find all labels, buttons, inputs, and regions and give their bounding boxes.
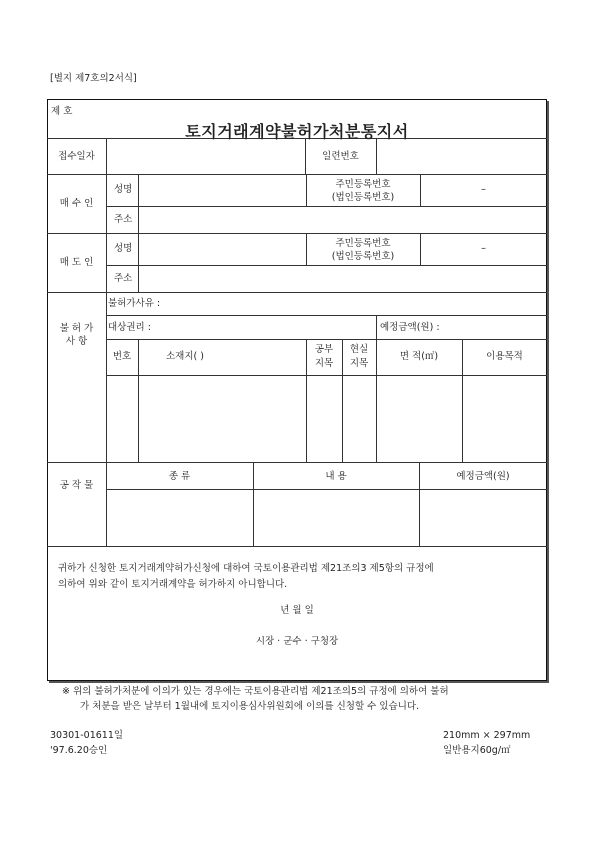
- issuing-authority: 시장 · 군수 · 구청장: [255, 636, 339, 647]
- divider: [376, 315, 377, 339]
- col-structure-type: 종 류: [168, 471, 191, 482]
- col-actual-category-line2: 지목: [349, 358, 369, 369]
- seller-name-field[interactable]: [140, 235, 304, 263]
- denial-label-line2: 사 항: [65, 336, 88, 347]
- divider: [106, 265, 547, 266]
- notice-line-2: 의하여 위와 같이 토지거래계약을 허가하지 아니합니다.: [58, 579, 288, 590]
- divider: [106, 315, 547, 316]
- divider: [342, 339, 343, 462]
- footer-code: 30301-01611일: [50, 730, 124, 741]
- divider: [47, 233, 547, 234]
- buyer-name-field[interactable]: [140, 176, 304, 204]
- divider: [106, 206, 547, 207]
- target-right-field[interactable]: [162, 317, 374, 337]
- cell-actual-category[interactable]: [344, 377, 374, 460]
- col-official-category-line2: 지목: [314, 358, 334, 369]
- divider: [106, 339, 547, 340]
- cell-number[interactable]: [108, 377, 136, 460]
- col-location: 소재지( ): [166, 351, 204, 362]
- col-actual-category: 현실: [349, 344, 369, 355]
- reception-date-field[interactable]: [108, 140, 303, 172]
- footnote-line-2: 가 처분을 받은 날부터 1월내에 토지이용심사위원회에 이의를 신청할 수 있습니다.: [80, 701, 420, 712]
- buyer-name-label: 성명: [114, 184, 133, 195]
- divider: [376, 138, 377, 174]
- cell-structure-amount[interactable]: [421, 491, 545, 544]
- footnote-line-1: ※ 위의 불허가처분에 이의가 있는 경우에는 국토이용관리법 제21조의5의 규정에 의하여 불허: [62, 686, 449, 697]
- col-structure-content: 내 용: [325, 471, 347, 482]
- divider: [47, 292, 547, 293]
- cell-purpose[interactable]: [464, 377, 545, 460]
- col-purpose: 이용목적: [486, 351, 523, 362]
- divider: [106, 489, 547, 490]
- col-area: 면 적(㎡): [399, 351, 439, 362]
- cell-structure-type[interactable]: [108, 491, 251, 544]
- doc-number-label: 제 호: [51, 106, 73, 117]
- planned-amount-label: 예정금액(원) :: [380, 322, 440, 333]
- buyer-id-label: 주민등록번호: [335, 179, 391, 190]
- footer-paper-type: 일반용지60g/㎡: [443, 745, 511, 756]
- col-number: 번호: [112, 351, 132, 362]
- denial-label: 불 허 가: [59, 323, 94, 334]
- divider: [47, 462, 547, 463]
- cell-location[interactable]: [140, 377, 304, 460]
- buyer-label: 매 수 인: [59, 198, 94, 209]
- denial-reason-field[interactable]: [172, 294, 545, 313]
- buyer-corp-id-label: (법인등록번호): [331, 192, 395, 203]
- col-official-category: 공부: [314, 344, 334, 355]
- notice-line-1: 귀하가 신청한 토지거래계약허가신청에 대하여 국토이용관리법 제21조의3 제5항의 규정에: [58, 563, 434, 574]
- seller-address-field[interactable]: [140, 267, 545, 290]
- buyer-address-field[interactable]: [140, 208, 545, 231]
- divider: [138, 339, 139, 462]
- serial-number-label: 일련번호: [322, 151, 359, 162]
- form-header: [별지 제7호의2서식]: [50, 73, 137, 84]
- divider: [306, 339, 307, 462]
- seller-name-label: 성명: [114, 243, 133, 254]
- col-structure-amount: 예정금액(원): [456, 471, 510, 482]
- cell-area[interactable]: [378, 377, 460, 460]
- footer-approval: '97.6.20승인: [50, 745, 108, 756]
- seller-corp-id-label: (법인등록번호): [331, 251, 395, 262]
- serial-number-field[interactable]: [378, 140, 545, 172]
- seller-label: 매 도 인: [59, 257, 94, 268]
- divider: [138, 233, 139, 292]
- buyer-id-value[interactable]: –: [481, 184, 486, 195]
- buyer-address-label: 주소: [114, 214, 133, 225]
- cell-official-category[interactable]: [308, 377, 340, 460]
- footer-paper-size: 210mm × 297mm: [443, 730, 531, 741]
- denial-reason-label: 불허가사유 :: [108, 298, 161, 309]
- date-line: 년 월 일: [280, 605, 314, 616]
- seller-id-value[interactable]: –: [481, 243, 486, 254]
- divider: [106, 138, 107, 546]
- divider: [47, 546, 547, 547]
- divider: [106, 375, 547, 376]
- divider: [138, 174, 139, 233]
- structures-label: 공 작 물: [59, 480, 94, 491]
- seller-address-label: 주소: [114, 273, 133, 284]
- cell-structure-content[interactable]: [255, 491, 417, 544]
- target-right-label: 대상권리 :: [108, 322, 151, 333]
- planned-amount-field[interactable]: [455, 317, 545, 337]
- page-title: 토지거래계약불허가처분통지서: [185, 122, 409, 141]
- seller-id-label: 주민등록번호: [335, 238, 391, 249]
- divider: [47, 174, 547, 175]
- reception-date-label: 접수일자: [58, 151, 95, 162]
